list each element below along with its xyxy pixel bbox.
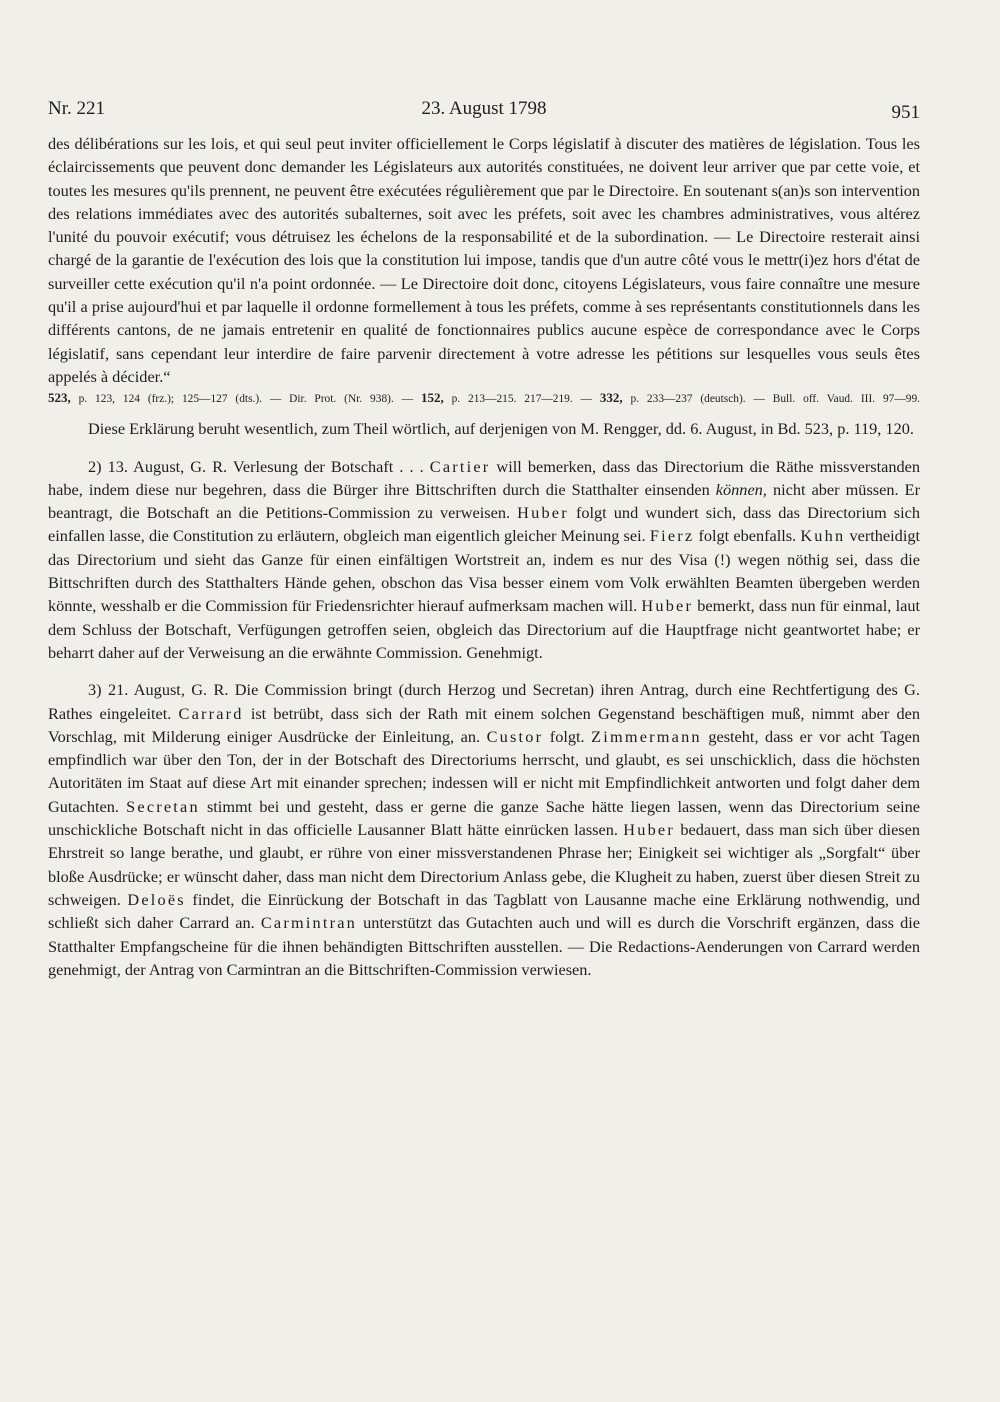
- ref-volume-332: 332,: [599, 390, 623, 406]
- speaker-name: Fierz: [649, 526, 695, 546]
- ref-volume-152: 152,: [420, 390, 444, 406]
- session-entry-3: 3) 21. August, G. R. Die Commission bringt (durch Herzog und Secretan) ihren Antrag, durch eine Rechtfertigung des G. Rathes eingeleitet. Carrard ist betrübt, dass sich der Rath mit einem solchen Gegenstand beschäftigen muß, nimmt aber den Vorschlag, mit Milderung einiger Ausdrücke der Einleitung, an. Custor folgt. Zimmermann gesteht, dass er vor acht Tagen empfindlich war über den Ton, der in der Botschaft des Directoriums herrscht, und glaubt, es sei unschicklich, dass die höchsten Autoritäten im Staat auf diese Art mit einander sprechen; indessen will er nicht mit Empfindlichkeit antworten und folgt daher dem Gutachten. Secretan stimmt bei und gesteht, dass er gerne die ganze Sache hätte liegen lassen, wenn das Directorium seine unschickliche Botschaft nicht in das officielle Lausanner Blatt hätte einrücken lassen. Huber bedauert, dass man sich über diesen Ehrstreit so lange berathe, und glaubt, er rühre von einer missverstandenen Phrase her; Einigkeit sei wichtiger als „Sorgfalt“ über bloße Ausdrücke; er wünscht daher, dass man nicht dem Directorium Anlass gebe, die Klugheit zu haben, zuerst über diesen Streit zu schweigen. Deloës findet, die Einrückung der Botschaft in das Tagblatt von Lausanne mache eine Erklärung nothwendig, und schließt sich daher Carrard an. Carmintran unterstützt das Gutachten auch und will es durch die Vorschrift ergänzen, dass die Statthalter Empfangscheine für die ihnen behändigten Bittschriften ausstellen. — Die Redactions-Aenderungen von Carrard werden genehmigt, der Antrag von Carmintran an die Bittschriften-Commission verwiesen.: [48, 680, 921, 979]
- quoted-declaration-paragraph: des délibérations sur les lois, et qui seul peut inviter officiellement le Corps législatif à discuter des matières de législation. Tous les éclaircissements que peuvent donc demander les Législateurs aux autorités constituées, ne doivent leur arriver que par cette voie, et toutes les mesures qu'ils prennent, ne peuvent être exécutées régulièrement que par le Directoire. En soutenant s(an)s son intervention des relations immédiates avec des autorités subalternes, soit avec les préfets, soit avec les chambres administratives, vous altérez l'unité du pouvoir exécutif; vous détruisez les échelons de la responsabilité et de la subordination. — Le Directoire resterait ainsi chargé de la garantie de l'exécution des lois que la constitution lui impose, tandis que d'un autre côté vous le mettr(i)ez hors d'état de surveiller cette exécution qu'il n'a point ordonnée. — Le Directoire doit donc, citoyens Législateurs, vous faire connaître une mesure qu'il a prise aujourd'hui et par laquelle il ordonne formellement à tous les préfets, comme à ses représentants constitutionnels dans les différents cantons, de ne jamais entretenir en qualité de fonctionnaires publics aucune espèce de correspondance avec le Corps législatif, sans cependant leur interdire de faire parvenir directement à votre adresse les pétitions sur lesquelles vous seuls êtes appelés à décider.“: [48, 134, 920, 386]
- editorial-note: Diese Erklärung beruht wesentlich, zum Theil wörtlich, auf derjenigen von M. Rengger, dd. 6. August, in Bd. 523, p. 119, 120.: [88, 419, 914, 439]
- ref-text-2: p. 213—215. 217—219. —: [443, 393, 600, 406]
- session-entry-2: 2) 13. August, G. R. Verlesung der Botschaft . . . Cartier will bemerken, dass das Directorium die Räthe missverstanden habe, indem diese nur begehren, dass die Bürger ihre Bittschriften durch die Statthalter einsenden können, nicht aber müssen. Er beantragt, die Botschaft an die Petitions-Commission zu verweisen. Huber folgt und wundert sich, dass das Directorium sich einfallen lasse, die Constitution zu erläutern, obgleich man eigentlich gleicher Meinung sei. Fierz folgt ebenfalls. Kuhn vertheidigt das Directorium und sieht das Ganze für einen einfältigen Wortstreit an, indem es nur des Visa (!) wegen nöthig sei, dass die Bittschriften durch des Statthalters Hände gehen, obschon das Visa besser einem vom Volk erwählten Beamten übergeben werden könnte, wesshalb er die Commission für Friedensrichter hierauf aufmerksam machen will. Huber bemerkt, dass nun für einmal, laut dem Schluss der Botschaft, Verfügungen getroffen seien, obgleich das Directorium auf die Hauptfrage nicht geantwortet habe; er beharrt daher auf der Verweisung an die erwähnte Commission. Genehmigt.: [48, 456, 921, 662]
- source-references: [48, 390, 920, 407]
- speaker-name: Cartier: [429, 456, 491, 476]
- speaker-name: Carrard: [178, 703, 244, 723]
- speaker-name: Custor: [486, 726, 544, 746]
- document-page: [48, 98, 920, 981]
- speaker-name: Carmintran: [260, 913, 357, 933]
- speaker-name: Deloës: [127, 889, 186, 909]
- document-number: Nr. 221: [48, 98, 105, 119]
- ref-volume-523: 523,: [48, 390, 71, 406]
- speaker-name: Huber: [623, 820, 675, 840]
- speaker-name: Kuhn: [800, 526, 846, 546]
- speaker-name: Huber: [517, 503, 569, 523]
- page-number: 951: [891, 102, 920, 123]
- speaker-name: Zimmermann: [591, 726, 702, 746]
- speaker-name: Secretan: [126, 796, 200, 816]
- running-head: [48, 98, 920, 132]
- header-date: 23. August 1798: [421, 98, 547, 119]
- emphasized-word: können,: [715, 479, 767, 499]
- speaker-name: Huber: [641, 596, 694, 616]
- ref-text-1: p. 123, 124 (frz.); 125—127 (dts.). — Dir. Prot. (Nr. 938). —: [70, 393, 421, 406]
- ref-text-3: p. 233—237 (deutsch). — Bull. off. Vaud. III. 97—99.: [622, 393, 920, 406]
